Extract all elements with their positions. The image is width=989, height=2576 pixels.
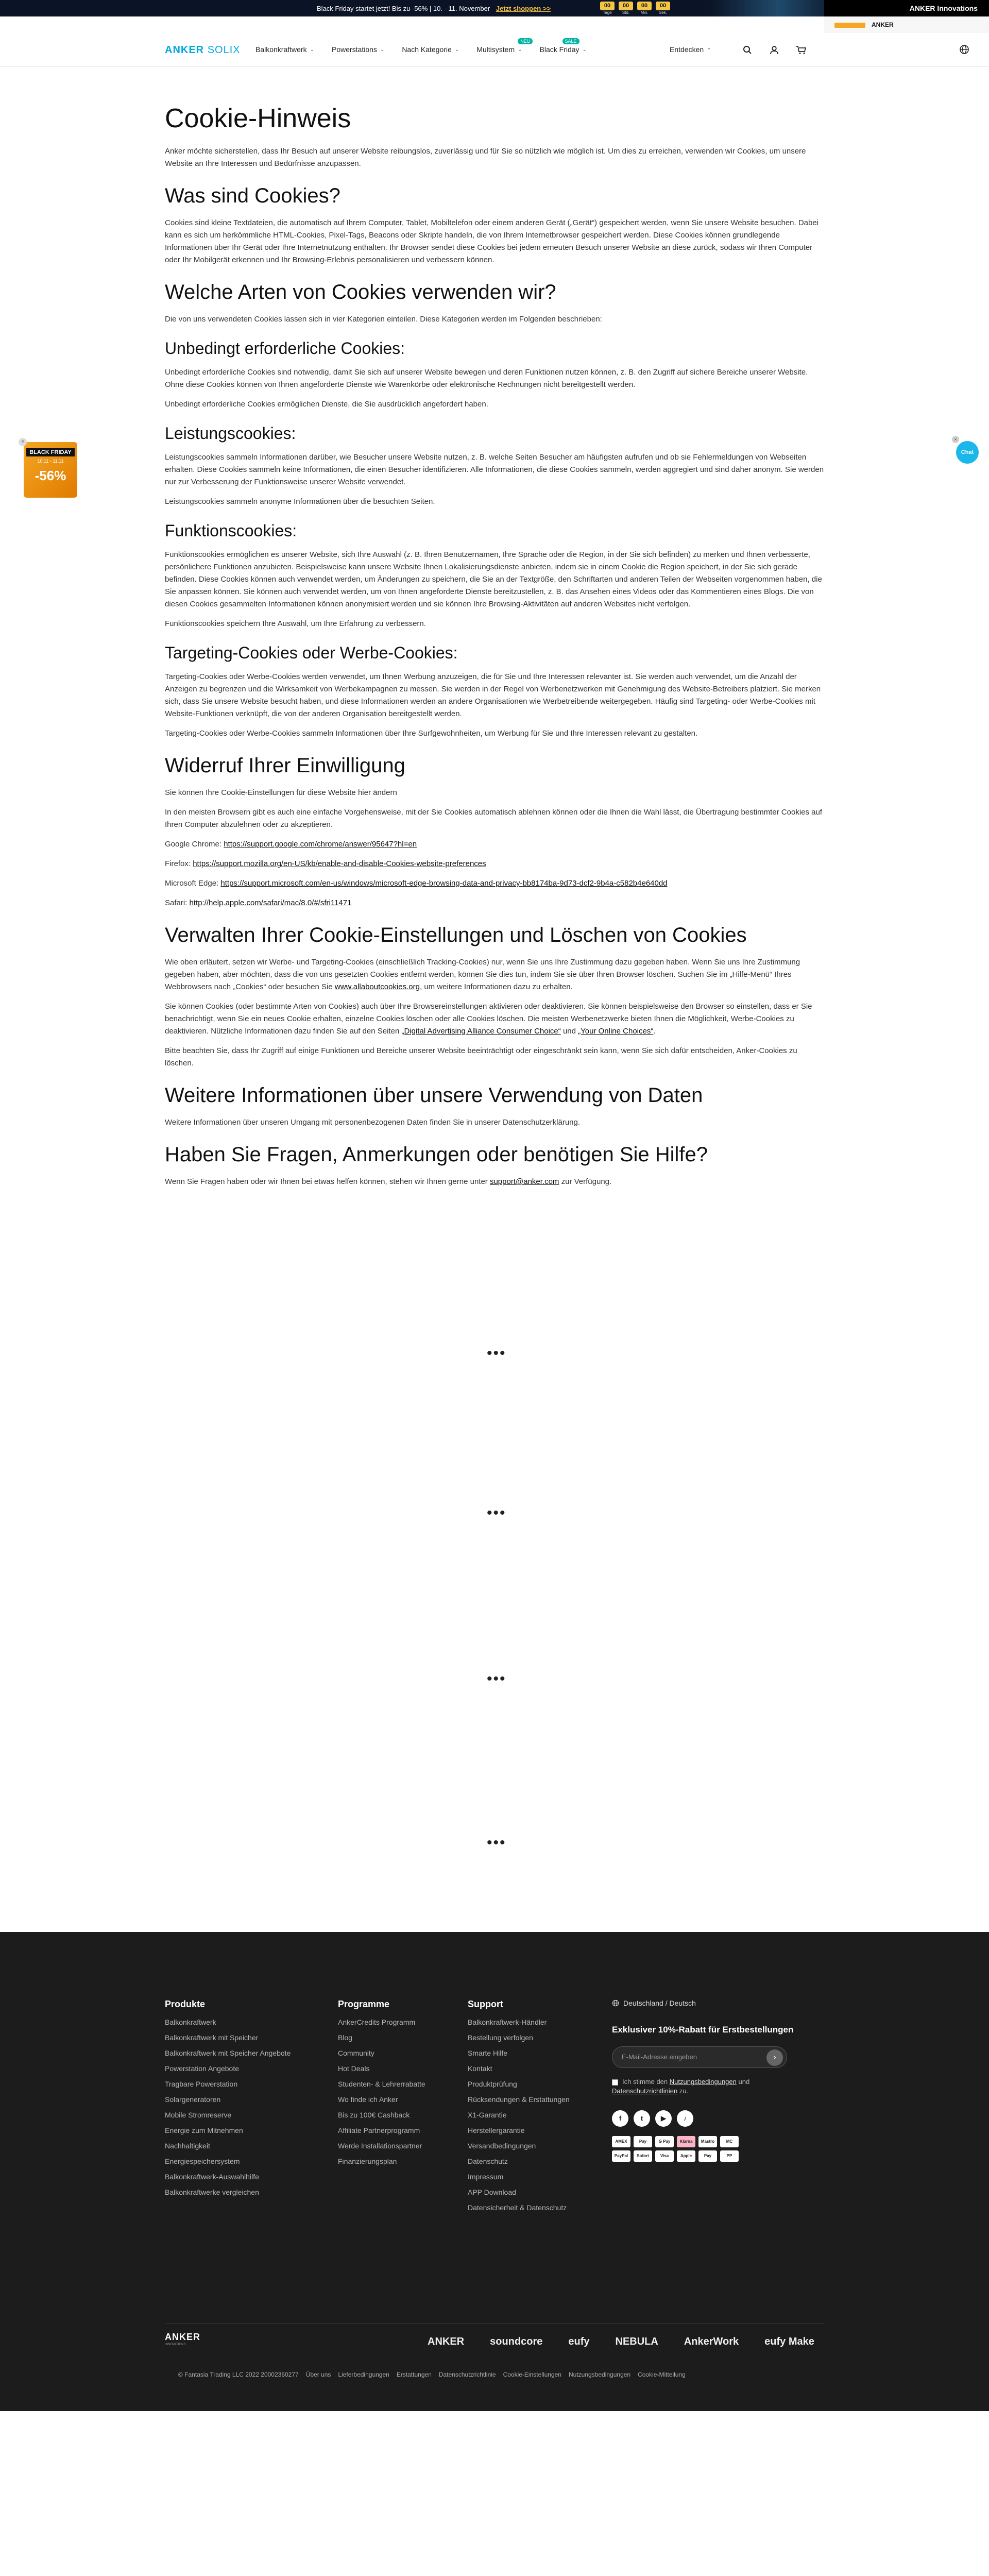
countdown-label: Min. bbox=[640, 10, 649, 15]
subsection-title: Leistungscookies: bbox=[165, 424, 296, 443]
your-online-choices-link[interactable]: „Your Online Choices“ bbox=[578, 1027, 654, 1036]
promo-cta-link[interactable]: Jetzt shoppen >> bbox=[496, 5, 551, 12]
brand-bar bbox=[824, 0, 989, 16]
legal-link[interactable]: Cookie-Mitteilung bbox=[638, 2371, 686, 2378]
browser-link[interactable]: https://support.microsoft.com/en-us/windows/microsoft-edge-browsing-data-and-privacy-bb8174ba-9d73-dcf2-9b4a-c582b4e640dd bbox=[220, 879, 668, 888]
section-text: Cookies sind kleine Textdateien, die automatisch auf Ihrem Computer, Tablet, Mobiltelefon oder einem anderen Gerät („Gerät“) gespeichert werden, wenn Sie unsere Website besuchen. Dabei kann es sich um herkömmliche HTML-Cookies, Pixel-Tags, Beacons oder Skripte handeln, die von Ihrem Internetbrowser gespeichert werden. Diese Cookies können grundlegende Informationen über Ihr Gerät oder Ihre Internetnutzung enthalten. Ihr Browser sendet diese Cookies bei jedem erneuten Besuch unserer Website an diese zurück, sodass wir Ihren Computer oder Ihr Mobilgerät erkennen und Ihr Browsing-Erlebnis personalisieren und verbessern können. bbox=[165, 218, 819, 264]
browser-name: Google Chrome: bbox=[165, 840, 224, 849]
section-title: Was sind Cookies? bbox=[165, 184, 340, 207]
countdown-label: Std. bbox=[622, 10, 630, 15]
browser-chrome bbox=[165, 838, 824, 851]
paypal-icon: PayPal bbox=[612, 2150, 630, 2162]
nav-label: Multisystem bbox=[476, 45, 515, 54]
footer-link[interactable]: Balkonkraftwerk bbox=[165, 2018, 216, 2026]
section-text bbox=[165, 1176, 824, 1188]
section-text: Bitte beachten Sie, dass Ihr Zugriff auf einige Funktionen und Bereiche unserer Website beeinträchtigt oder eingeschränkt sein kann, wenn Sie sich dafür entscheiden, Anker-Cookies zu löschen. bbox=[165, 1046, 797, 1067]
section-title: Verwalten Ihrer Cookie-Einstellungen und Löschen von Cookies bbox=[165, 924, 747, 946]
section-text: Unbedingt erforderliche Cookies sind notwendig, damit Sie sich auf unserer Website bewegen und deren Funktionen nutzen können, z. B. den Zugriff auf sichere Bereiche unserer Website. Ohne diese Cookies können von Ihnen angeforderte Dienste wie Warenkörbe oder elektronische Rechnungen nicht bereitgestellt werden. bbox=[165, 368, 808, 389]
legal-link[interactable]: Datenschutzrichtlinie bbox=[438, 2371, 496, 2378]
subsection-title: Unbedingt erforderliche Cookies: bbox=[165, 339, 405, 358]
footer-logo-sub: INNOVATIONS bbox=[165, 2343, 186, 2346]
brand-anker-link[interactable]: ANKER bbox=[872, 21, 894, 28]
legal-link[interactable]: Über uns bbox=[305, 2371, 331, 2378]
text-span: Wenn Sie Fragen haben oder wir Ihnen bei etwas helfen können, stehen wir Ihnen gerne unter bbox=[165, 1177, 490, 1186]
site-footer bbox=[0, 1932, 989, 2411]
nav-multisystem[interactable] bbox=[476, 39, 531, 54]
text-span: und bbox=[560, 1027, 578, 1036]
nav-kategorie[interactable] bbox=[402, 45, 459, 54]
nav-black-friday[interactable] bbox=[539, 39, 587, 54]
countdown-hours bbox=[619, 2, 633, 15]
footer-link[interactable]: APP Download bbox=[468, 2188, 516, 2196]
section-text: Unbedingt erforderliche Cookies ermöglichen Dienste, die Sie ausdrücklich angefordert haben. bbox=[165, 400, 488, 409]
browser-link[interactable]: https://support.mozilla.org/en-US/kb/enable-and-disable-Cookies-website-preferences bbox=[193, 859, 486, 868]
cart-icon[interactable] bbox=[795, 44, 807, 56]
mastercard-icon: MC bbox=[720, 2136, 739, 2147]
intro-text: Anker möchte sicherstellen, dass Ihr Besuch auf unserer Website reibungslos, zuverlässig und für Sie so nützlich wie möglich ist. Um dies zu erreichen, verwenden wir Cookies, um unsere Website an Ihre Interessen und Bedürfnisse anzupassen. bbox=[165, 147, 806, 168]
site-logo[interactable] bbox=[165, 44, 241, 56]
brand-eufy-make[interactable]: eufy Make bbox=[764, 2336, 814, 2347]
footer-link[interactable]: Kontakt bbox=[468, 2064, 492, 2073]
countdown-days bbox=[600, 2, 615, 15]
side-promo-title: BLACK FRIDAY bbox=[26, 448, 75, 456]
region-selector[interactable] bbox=[612, 1999, 696, 2007]
footer-link[interactable]: Energie zum Mitnehmen bbox=[165, 2126, 243, 2134]
section-title: Weitere Informationen über unsere Verwendung von Daten bbox=[165, 1084, 703, 1107]
footer-link[interactable]: Powerstation Angebote bbox=[165, 2064, 239, 2073]
text-span: Sie können Cookies (oder bestimmte Arten von Cookies) auch über Ihre Browsereinstellungen aktivieren oder deaktivieren. Sie können beispielsweise den Browser so einstellen, dass er Sie benachrichtigt, wenn Sie ein neues Cookie erhalten, einzelne Cookies löschen oder alle Cookies löschen. Die meisten Werbenetzwerke bieten Ihnen die Möglichkeit, Werbe-Cookies zu deaktivieren. Nützliche Informationen dazu finden Sie auf den Seiten bbox=[165, 1002, 812, 1036]
close-icon[interactable]: × bbox=[19, 438, 27, 446]
footer-link[interactable]: Rücksendungen & Erstattungen bbox=[468, 2095, 570, 2104]
footer-link[interactable]: Werde Installationspartner bbox=[338, 2142, 422, 2150]
paypal-alt-icon: PP bbox=[720, 2150, 739, 2162]
newsletter-email-input[interactable]: E-Mail-Adresse eingeben bbox=[612, 2046, 787, 2068]
chat-button[interactable]: Chat bbox=[956, 441, 979, 464]
footer-link[interactable]: AnkerCredits Programm bbox=[338, 2018, 416, 2026]
promo-text-wrap bbox=[317, 5, 551, 12]
site-header bbox=[0, 33, 989, 67]
facebook-icon[interactable]: f bbox=[612, 2110, 628, 2127]
footer-link[interactable]: Finanzierungsplan bbox=[338, 2157, 397, 2165]
footer-col-title: Programme bbox=[338, 1999, 390, 2009]
footer-link[interactable]: Hot Deals bbox=[338, 2064, 370, 2073]
loading-indicator: ••• bbox=[487, 1670, 506, 1687]
browser-name: Safari: bbox=[165, 899, 190, 907]
countdown bbox=[600, 2, 670, 15]
countdown-value: 00 bbox=[656, 2, 670, 10]
footer-link[interactable]: Bestellung verfolgen bbox=[468, 2033, 533, 2042]
maestro-icon: Mastro bbox=[698, 2136, 717, 2147]
section-text: Weitere Informationen über unseren Umgang mit personenbezogenen Daten finden Sie in unserer Datenschutzerklärung. bbox=[165, 1118, 581, 1127]
footer-link[interactable]: Studenten- & Lehrerrabatte bbox=[338, 2080, 425, 2088]
terms-link[interactable]: Nutzungsbedingungen bbox=[669, 2078, 737, 2086]
section-title: Welche Arten von Cookies verwenden wir? bbox=[165, 281, 556, 303]
brand-nebula[interactable]: NEBULA bbox=[615, 2336, 658, 2347]
side-promo-discount: -56% bbox=[35, 468, 66, 483]
nav-balkonkraftwerk[interactable] bbox=[255, 45, 314, 54]
footer-logo[interactable]: ANKER bbox=[165, 2332, 201, 2342]
footer-link[interactable]: Balkonkraftwerk-Händler bbox=[468, 2018, 547, 2026]
section-text bbox=[165, 1001, 824, 1038]
footer-link[interactable]: Herstellergarantie bbox=[468, 2126, 525, 2134]
logo-bold: ANKER bbox=[165, 44, 204, 56]
chevron-down-icon: ⌄ bbox=[518, 46, 522, 53]
nav-label: Entdecken bbox=[670, 45, 704, 54]
footer-link[interactable]: Solargeneratoren bbox=[165, 2095, 221, 2104]
amex-icon: AMEX bbox=[612, 2136, 630, 2147]
search-icon[interactable] bbox=[742, 44, 753, 56]
header-icons bbox=[742, 44, 807, 56]
arrow-right-icon: › bbox=[773, 2053, 776, 2062]
brand-bar-title[interactable]: ANKER Innovations bbox=[909, 4, 978, 12]
consent-text: Ich stimme den bbox=[622, 2078, 670, 2086]
countdown-seconds bbox=[656, 2, 670, 15]
newsletter-consent bbox=[612, 2077, 787, 2096]
footer-link[interactable]: Blog bbox=[338, 2033, 353, 2042]
page-title: Cookie-Hinweis bbox=[165, 104, 351, 133]
nav-label: Balkonkraftwerk bbox=[255, 45, 307, 54]
cookie-notice-content bbox=[165, 103, 824, 1195]
privacy-link[interactable]: Datenschutzrichtlinien bbox=[612, 2087, 678, 2095]
nav-discover[interactable] bbox=[670, 45, 711, 54]
pay-icon: Pay bbox=[698, 2150, 717, 2162]
footer-link[interactable]: Community bbox=[338, 2049, 374, 2057]
nav-label: Black Friday bbox=[539, 45, 579, 54]
loading-indicator: ••• bbox=[487, 1834, 506, 1851]
nav-label: Powerstations bbox=[331, 45, 377, 54]
brand-subbar bbox=[824, 16, 989, 33]
section-text: Die von uns verwendeten Cookies lassen sich in vier Kategorien einteilen. Diese Kategorien werden im Folgenden beschrieben: bbox=[165, 315, 602, 324]
text-span: , um weitere Informationen dazu zu erhalten. bbox=[419, 982, 573, 991]
brand-eufy[interactable]: eufy bbox=[568, 2336, 590, 2347]
browser-firefox bbox=[165, 858, 824, 870]
footer-link[interactable]: Balkonkraftwerk mit Speicher Angebote bbox=[165, 2049, 291, 2057]
chevron-down-icon: ⌄ bbox=[454, 46, 459, 53]
chevron-down-icon: ⌄ bbox=[582, 46, 587, 53]
browser-link[interactable]: http://help.apple.com/safari/mac/8.0/#/sfri11471 bbox=[189, 899, 352, 907]
footer-link[interactable]: X1-Garantie bbox=[468, 2111, 507, 2119]
footer-link[interactable]: Tragbare Powerstation bbox=[165, 2080, 238, 2088]
consent-text: zu. bbox=[677, 2087, 689, 2095]
legal-links bbox=[178, 2371, 686, 2378]
browser-name: Firefox: bbox=[165, 859, 193, 868]
user-icon[interactable] bbox=[769, 44, 780, 56]
countdown-label: Sek. bbox=[658, 10, 667, 15]
section-text: Funktionscookies speichern Ihre Auswahl, um Ihre Erfahrung zu verbessern. bbox=[165, 619, 426, 628]
chevron-down-icon: ⌄ bbox=[380, 46, 385, 53]
section-text: Targeting-Cookies oder Werbe-Cookies werden verwendet, um Ihnen Werbung anzuzeigen, die für Sie und Ihre Interessen relevanter ist. Sie werden auch verwendet, um die Anzahl der Anzeigen zu begrenzen und die Wirksamkeit von Werbekampagnen zu messen. Sie werden in der Regel von Werbenetzwerken mit Genehmigung des Website-Betreibers platziert. Sie merken sich, dass Sie unsere Website besucht haben, und diese Informationen werden an andere Organisationen wie Werbetreibende weitergegeben. Häufig sind Targeting- oder Werbe-Cookies mit Website-Funktionen verknüpft, die von der anderen Organisation bereitgestellt werden. bbox=[165, 672, 821, 718]
footer-col-title: Support bbox=[468, 1999, 503, 2009]
logo-thin: SOLIX bbox=[207, 44, 241, 56]
visa-icon: Visa bbox=[655, 2150, 674, 2162]
browser-name: Microsoft Edge: bbox=[165, 879, 221, 888]
section-text: Funktionscookies ermöglichen es unserer Website, sich Ihre Auswahl (z. B. Ihren Benutzernamen, Ihre Sprache oder die Region, in der Sie sich befinden) zu merken und Ihnen verbesserte, persönlichere Funktionen anzubieten. Beispielsweise kann unsere Website Ihnen Lokalisierungsdienste anbieten, indem sie in einem Cookie die Region speichert, in der Sie sich gerade befinden. Diese Cookies können auch verwendet werden, um Änderungen zu speichern, die Sie an der Textgröße, den Schriftarten und anderen Teilen der Webseiten vorgenommen haben, die Sie anpassen können. Sie können auch verwendet werden, um von Ihnen angeforderte Dienste bereitzustellen, z. B. das Ansehen eines Videos oder das Kommentieren eines Blogs. Die von diesen Cookies gesammelten Informationen können anonymisiert werden und sie können Ihre Browsing-Aktivitäten auf anderen Websites nicht verfolgen. bbox=[165, 550, 822, 608]
side-promo-widget[interactable] bbox=[24, 442, 77, 498]
brand-anker[interactable]: ANKER bbox=[428, 2336, 465, 2347]
globe-icon bbox=[612, 1999, 619, 2007]
text-span: . bbox=[653, 1027, 656, 1036]
footer-col-support bbox=[468, 1999, 581, 2218]
subsection-title: Targeting-Cookies oder Werbe-Cookies: bbox=[165, 643, 458, 662]
footer-link[interactable]: Impressum bbox=[468, 2173, 504, 2181]
footer-col-programs bbox=[338, 1999, 441, 2172]
footer-link[interactable]: Balkonkraftwerk mit Speicher bbox=[165, 2033, 259, 2042]
google-pay-icon: G Pay bbox=[655, 2136, 674, 2147]
footer-link[interactable]: Versandbedingungen bbox=[468, 2142, 536, 2150]
footer-link[interactable]: Wo finde ich Anker bbox=[338, 2095, 398, 2104]
apple-icon: Apple bbox=[677, 2150, 695, 2162]
loading-indicator: ••• bbox=[487, 1345, 506, 1362]
section-text: In den meisten Browsern gibt es auch eine einfache Vorgehensweise, mit der Sie Cookies automatisch ablehnen können oder die Ihnen die Wahl lässt, die Übertragung bestimmter Cookies auf Ihren Computer abzulehnen oder zu akzeptieren. bbox=[165, 808, 823, 829]
sofort-icon: Sofort bbox=[634, 2150, 652, 2162]
nav-powerstations[interactable] bbox=[332, 45, 384, 54]
section-text: Leistungscookies sammeln Informationen darüber, wie Besucher unsere Website nutzen, z. B. welche Seiten Besucher am häufigsten aufrufen und ob sie Fehlermeldungen von Webseiten erhalten. Diese Cookies sammeln keine Informationen, die einen Besucher identifizieren. Alle Informationen, die diese Cookies sammeln, werden aggregiert und sind daher anonym. Sie werden nur zur Verbesserung der Funktionsweise unserer Website verwendet. bbox=[165, 453, 824, 486]
side-promo-date: 10.11 - 11.11 bbox=[37, 459, 64, 464]
browser-safari bbox=[165, 897, 824, 909]
footer-link[interactable]: Nachhaltigkeit bbox=[165, 2142, 210, 2150]
legal-link[interactable]: Lieferbedingungen bbox=[338, 2371, 389, 2378]
loading-indicator: ••• bbox=[487, 1504, 506, 1521]
newsletter-title: Exklusiver 10%-Rabatt für Erstbestellungen bbox=[612, 2025, 794, 2035]
brand-badge[interactable] bbox=[834, 23, 865, 28]
twitter-icon[interactable]: t bbox=[634, 2110, 650, 2127]
footer-link[interactable]: Bis zu 100€ Cashback bbox=[338, 2111, 410, 2119]
consent-text: und bbox=[736, 2078, 750, 2086]
copyright: © Fantasia Trading LLC 2022 20002360277 bbox=[178, 2371, 299, 2378]
browser-edge bbox=[165, 877, 824, 890]
brand-logos bbox=[428, 2336, 814, 2348]
payment-methods bbox=[612, 2136, 746, 2162]
footer-link[interactable]: Affiliate Partnerprogramm bbox=[338, 2126, 420, 2134]
section-text: Targeting-Cookies oder Werbe-Cookies sammeln Informationen über Ihre Surfgewohnheiten, um Werbung für Sie und Ihre Interessen relevant zu gestalten. bbox=[165, 729, 698, 738]
tiktok-icon[interactable]: ♪ bbox=[677, 2110, 693, 2127]
promo-text: Black Friday startet jetzt! Bis zu -56% | 10. - 11. November bbox=[317, 5, 490, 12]
brand-ankerwork[interactable]: AnkerWork bbox=[684, 2336, 739, 2347]
footer-col-title: Produkte bbox=[165, 1999, 206, 2009]
legal-link[interactable]: Cookie-Einstellungen bbox=[503, 2371, 561, 2378]
chevron-down-icon: ⌄ bbox=[707, 45, 711, 51]
browser-link[interactable]: https://support.google.com/chrome/answer/95647?hl=en bbox=[224, 840, 417, 849]
text-span: zur Verfügung. bbox=[559, 1177, 612, 1186]
support-email-link[interactable]: support@anker.com bbox=[489, 1177, 559, 1186]
chevron-down-icon: ⌄ bbox=[310, 46, 314, 53]
apple-pay-icon: Pay bbox=[634, 2136, 652, 2147]
newsletter-submit-button[interactable] bbox=[766, 2049, 783, 2066]
subsection-title: Funktionscookies: bbox=[165, 521, 297, 540]
countdown-value: 00 bbox=[619, 2, 633, 10]
section-text: Leistungscookies sammeln anonyme Informationen über die besuchten Seiten. bbox=[165, 497, 435, 506]
close-icon[interactable]: × bbox=[952, 436, 959, 443]
social-links bbox=[612, 2110, 693, 2127]
text-span: Wie oben erläutert, setzen wir Werbe- und Targeting-Cookies (einschließlich Tracking-Cookies) nur, wenn Sie uns Ihre Zustimmung dazu gegeben haben. Wenn Sie uns Ihre Zustimmung gegeben haben, aber möchten, dass die von uns gesetzten Cookies entfernt werden, können Sie dies tun, indem Sie sie über Ihren Browser löschen. Suchen Sie im „Hilfe-Menü“ Ihres Webbrowsers nach „Cookies“ oder besuchen Sie bbox=[165, 958, 800, 991]
section-text bbox=[165, 956, 824, 993]
footer-link[interactable]: Produktprüfung bbox=[468, 2080, 517, 2088]
sale-badge: SALE bbox=[562, 38, 579, 44]
countdown-value: 00 bbox=[637, 2, 652, 10]
youtube-icon[interactable]: ▶ bbox=[655, 2110, 672, 2127]
cookie-settings-link[interactable]: Sie können Ihre Cookie-Einstellungen für diese Website hier ändern bbox=[165, 788, 397, 797]
nav-label: Nach Kategorie bbox=[402, 45, 452, 54]
countdown-label: Tage bbox=[603, 10, 612, 15]
section-title: Haben Sie Fragen, Anmerkungen oder benötigen Sie Hilfe? bbox=[165, 1143, 708, 1166]
klarna-icon: Klarna bbox=[677, 2136, 695, 2147]
footer-link[interactable]: Balkonkraftwerk-Auswahlhilfe bbox=[165, 2173, 259, 2181]
footer-link[interactable]: Balkonkraftwerke vergleichen bbox=[165, 2188, 259, 2196]
region-label: Deutschland / Deutsch bbox=[623, 1999, 696, 2007]
countdown-value: 00 bbox=[600, 2, 615, 10]
footer-link[interactable]: Datenschutz bbox=[468, 2157, 508, 2165]
allaboutcookies-link[interactable]: www.allaboutcookies.org bbox=[334, 982, 420, 991]
legal-link[interactable]: Nutzungsbedingungen bbox=[568, 2371, 631, 2378]
section-title: Widerruf Ihrer Einwilligung bbox=[165, 754, 405, 777]
footer-link[interactable]: Smarte Hilfe bbox=[468, 2049, 508, 2057]
globe-icon[interactable] bbox=[959, 44, 970, 56]
footer-col-products bbox=[165, 1999, 299, 2202]
footer-link[interactable]: Mobile Stromreserve bbox=[165, 2111, 232, 2119]
footer-link[interactable]: Energiespeichersystem bbox=[165, 2157, 240, 2165]
legal-link[interactable]: Erstattungen bbox=[396, 2371, 432, 2378]
main-nav bbox=[255, 39, 587, 54]
countdown-minutes bbox=[637, 2, 652, 15]
brand-soundcore[interactable]: soundcore bbox=[490, 2336, 543, 2347]
new-badge: NEU bbox=[518, 38, 533, 44]
footer-link[interactable]: Datensicherheit & Datenschutz bbox=[468, 2204, 567, 2212]
consent-checkbox[interactable] bbox=[612, 2079, 618, 2086]
daa-link[interactable]: „Digital Advertising Alliance Consumer Choice“ bbox=[401, 1027, 561, 1036]
